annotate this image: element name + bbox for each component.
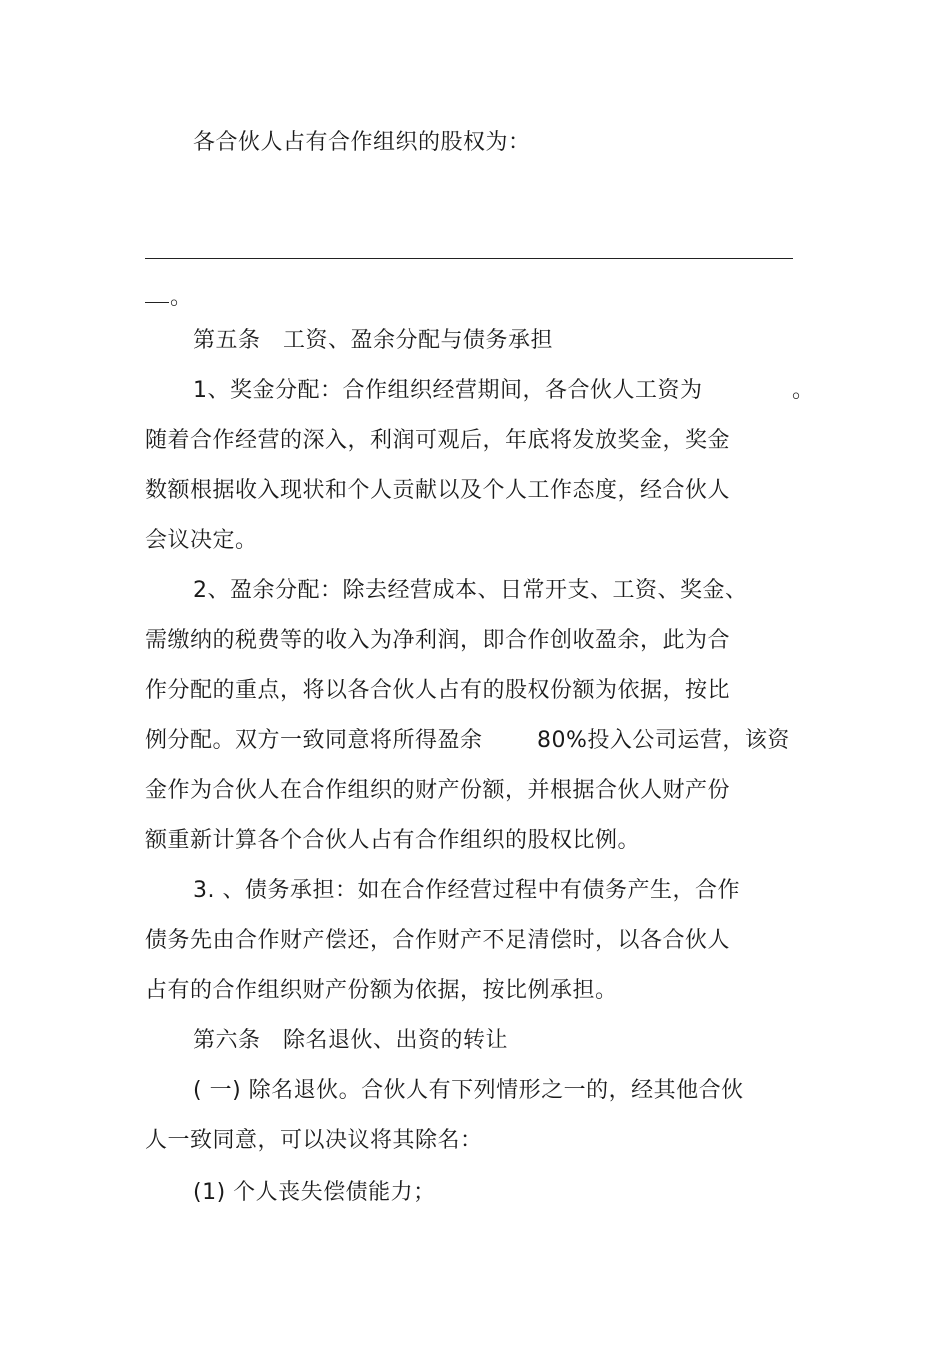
paragraph-line: 随着合作经营的深入，利润可观后，年底将发放奖金，奖金	[145, 428, 731, 453]
paragraph-line: 会议决定。	[145, 528, 258, 553]
paragraph-line: 作分配的重点，将以各合伙人占有的股权份额为依据，按比	[145, 678, 731, 703]
debt-bearing-line: 3. 、债务承担：如在合作经营过程中有债务产生，合作	[193, 878, 740, 903]
paragraph-line: 例分配。双方一致同意将所得盈余	[145, 728, 483, 753]
paragraph-line: 额重新计算各个合伙人占有合作组织的股权比例。	[145, 828, 641, 853]
article-five-title: 第五条 工资、盈余分配与债务承担	[193, 328, 554, 353]
paragraph-line: 需缴纳的税费等的收入为净利润，即合作创收盈余，此为合	[145, 628, 731, 653]
paragraph-line: 债务先由合作财产偿还，合作财产不足清偿时，以各合伙人	[145, 928, 731, 953]
equity-heading: 各合伙人占有合作组织的股权为：	[193, 130, 531, 155]
paragraph-line: 数额根据收入现状和个人贡献以及个人工作态度，经合伙人	[145, 478, 731, 503]
list-item: (1) 个人丧失偿债能力；	[193, 1180, 436, 1205]
paragraph-line: 占有的合作组织财产份额为依据，按比例承担。	[145, 978, 618, 1003]
expulsion-line: ( 一) 除名退伙。合伙人有下列情形之一的，经其他合伙	[193, 1078, 744, 1103]
blank-fill-line-short	[145, 302, 169, 303]
paragraph-line: 人一致同意，可以决议将其除名：	[145, 1128, 483, 1153]
paragraph-line: 金作为合伙人在合作组织的财产份额，并根据合伙人财产份	[145, 778, 731, 803]
bonus-distribution-line: 1、奖金分配：合作组织经营期间，各合伙人工资为	[193, 378, 703, 403]
article-six-title: 第六条 除名退伙、出资的转让	[193, 1028, 509, 1053]
paragraph-line-percent: 80%投入公司运营，该资	[537, 728, 790, 753]
bonus-distribution-period: 。	[792, 378, 815, 403]
blank-fill-line	[145, 258, 793, 259]
period-mark: 。	[170, 285, 193, 310]
surplus-distribution-line: 2、盈余分配：除去经营成本、日常开支、工资、奖金、	[193, 578, 748, 603]
